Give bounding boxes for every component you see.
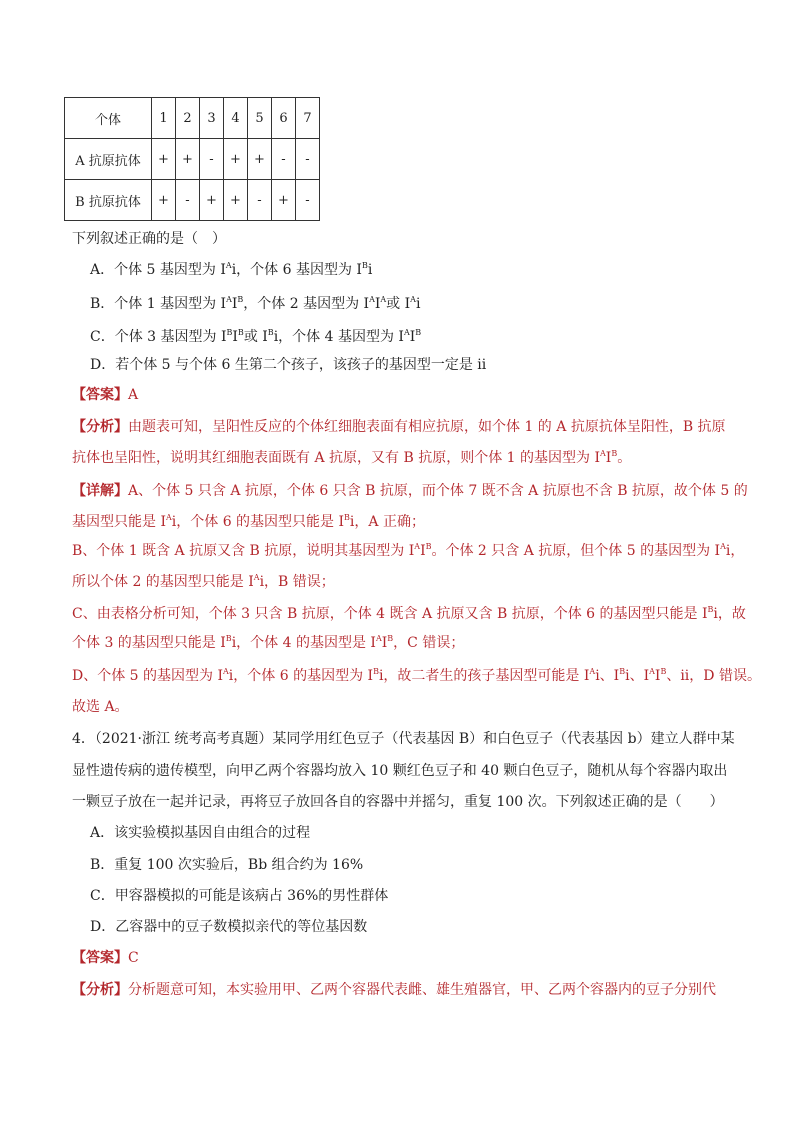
table-cell: - (200, 139, 224, 180)
question-4-option-b: B．重复 100 次实验后，Bb 组合约为 16% (90, 857, 364, 873)
answer-value: C (128, 950, 139, 966)
table-cell: B 抗原抗体 (65, 180, 152, 221)
table-cell: - (296, 180, 320, 221)
question-3-answer (72, 385, 138, 405)
table-cell: + (248, 139, 272, 180)
analysis-tag: 【分析】 (72, 982, 128, 998)
answer-tag: 【答案】 (72, 387, 128, 403)
answer-value: A (128, 387, 139, 403)
detail-tag: 【详解】 (72, 483, 128, 499)
table-row (65, 180, 320, 221)
table-header-cell: 4 (224, 98, 248, 139)
question-3-analysis-line-2: 抗体也呈阳性，说明其红细胞表面既有 A 抗原，又有 B 抗原，则个体 1 的基因型为 $I^AI^B$。 (72, 449, 632, 466)
table-header-cell: 2 (176, 98, 200, 139)
table-header-cell: 6 (272, 98, 296, 139)
detail-text: A、个体 5 只含 A 抗原，个体 6 只含 B 抗原，而个体 7 既不含 A 抗原也不含 B 抗原，故个体 5 的 (128, 483, 748, 499)
question-3-detail-line-1 (72, 481, 748, 501)
antigen-table (64, 97, 320, 221)
table-cell: + (152, 180, 176, 221)
table-cell: + (272, 180, 296, 221)
table-cell: - (296, 139, 320, 180)
question-3-analysis-line-1 (72, 417, 726, 437)
analysis-tag: 【分析】 (72, 419, 128, 435)
question-3-detail-line-3: B、个体 1 既含 A 抗原又含 B 抗原，说明其基因型为 $I^AI^B$。个体 2 只含 A 抗原，但个体 5 的基因型为 $I^Ai$， (72, 542, 745, 559)
question-4-stem-line-2: 显性遗传病的遗传模型，向甲乙两个容器均放入 10 颗红色豆子和 40 颗白色豆子，随机从每个容器内取出 (72, 763, 728, 779)
question-3-option-d: D．若个体 5 与个体 6 生第二个孩子，该孩子的基因型一定是 ii (90, 357, 487, 373)
question-4-option-a: A．该实验模拟基因自由组合的过程 (90, 825, 311, 841)
question-3-detail-line-7: D、个体 5 的基因型为 $I^Ai$，个体 6 的基因型为 $I^Bi$，故二者生的孩子基因型可能是 $I^Ai$、$I^Bi$、$I^AI^B$、ii，D 错误。 (72, 667, 761, 684)
question-3-detail-line-8: 故选 A。 (72, 699, 129, 715)
question-3-stem: 下列叙述正确的是（ ） (72, 231, 226, 247)
analysis-text: 分析题意可知，本实验用甲、乙两个容器代表雌、雄生殖器官，甲、乙两个容器内的豆子分别代 (128, 982, 716, 998)
table-header-cell: 7 (296, 98, 320, 139)
table-cell: + (200, 180, 224, 221)
table-cell: + (224, 139, 248, 180)
question-3-detail-line-5: C、由表格分析可知，个体 3 只含 B 抗原，个体 4 既含 A 抗原又含 B 抗原，个体 6 的基因型只能是 $I^Bi$，故 (72, 605, 746, 622)
question-4-stem-line-1: 4．（2021·浙江 统考高考真题）某同学用红色豆子（代表基因 B）和白色豆子（代表基因 b）建立人群中某 (72, 731, 735, 747)
table-cell: A 抗原抗体 (65, 139, 152, 180)
question-4-option-d: D．乙容器中的豆子数模拟亲代的等位基因数 (90, 919, 368, 935)
table-cell: - (176, 180, 200, 221)
question-4-analysis-line-1 (72, 980, 716, 1000)
table-cell: - (272, 139, 296, 180)
table-cell: + (152, 139, 176, 180)
question-3-option-b: B．个体 1 基因型为 $I^AI^B$，个体 2 基因型为 $I^AI^A$或 $I^Ai$ (90, 295, 421, 312)
question-3-option-c: C．个体 3 基因型为 $I^BI^B$或 $I^Bi$，个体 4 基因型为 $I^AI^B$ (90, 328, 422, 345)
question-4-answer (72, 948, 139, 968)
question-3-detail-line-2: 基因型只能是 $I^Ai$，个体 6 的基因型只能是 $I^Bi$，A 正确； (72, 513, 425, 530)
question-3-detail-line-6: 个体 3 的基因型只能是 $I^Bi$，个体 4 的基因型是 $I^AI^B$，C 错误； (72, 634, 465, 651)
table-row (65, 139, 320, 180)
question-4-option-c: C．甲容器模拟的可能是该病占 36%的男性群体 (90, 888, 389, 904)
answer-tag: 【答案】 (72, 950, 128, 966)
table-header-row (65, 98, 320, 139)
question-3-detail-line-4: 所以个体 2 的基因型只能是 $I^Ai$，B 错误； (72, 573, 335, 590)
analysis-text: 由题表可知，呈阳性反应的个体红细胞表面有相应抗原，如个体 1 的 A 抗原抗体呈阳性，B 抗原 (128, 419, 726, 435)
question-4-stem-line-3: 一颗豆子放在一起并记录，再将豆子放回各自的容器中并摇匀，重复 100 次。下列叙述正确的是（ ） (72, 794, 724, 810)
table-cell: - (248, 180, 272, 221)
question-3-option-a: A．个体 5 基因型为 $I^Ai$，个体 6 基因型为 $I^Bi$ (90, 261, 373, 278)
table-header-cell: 个体 (65, 98, 152, 139)
table-header-cell: 1 (152, 98, 176, 139)
table-header-cell: 5 (248, 98, 272, 139)
table-cell: + (224, 180, 248, 221)
table-header-cell: 3 (200, 98, 224, 139)
table-cell: + (176, 139, 200, 180)
